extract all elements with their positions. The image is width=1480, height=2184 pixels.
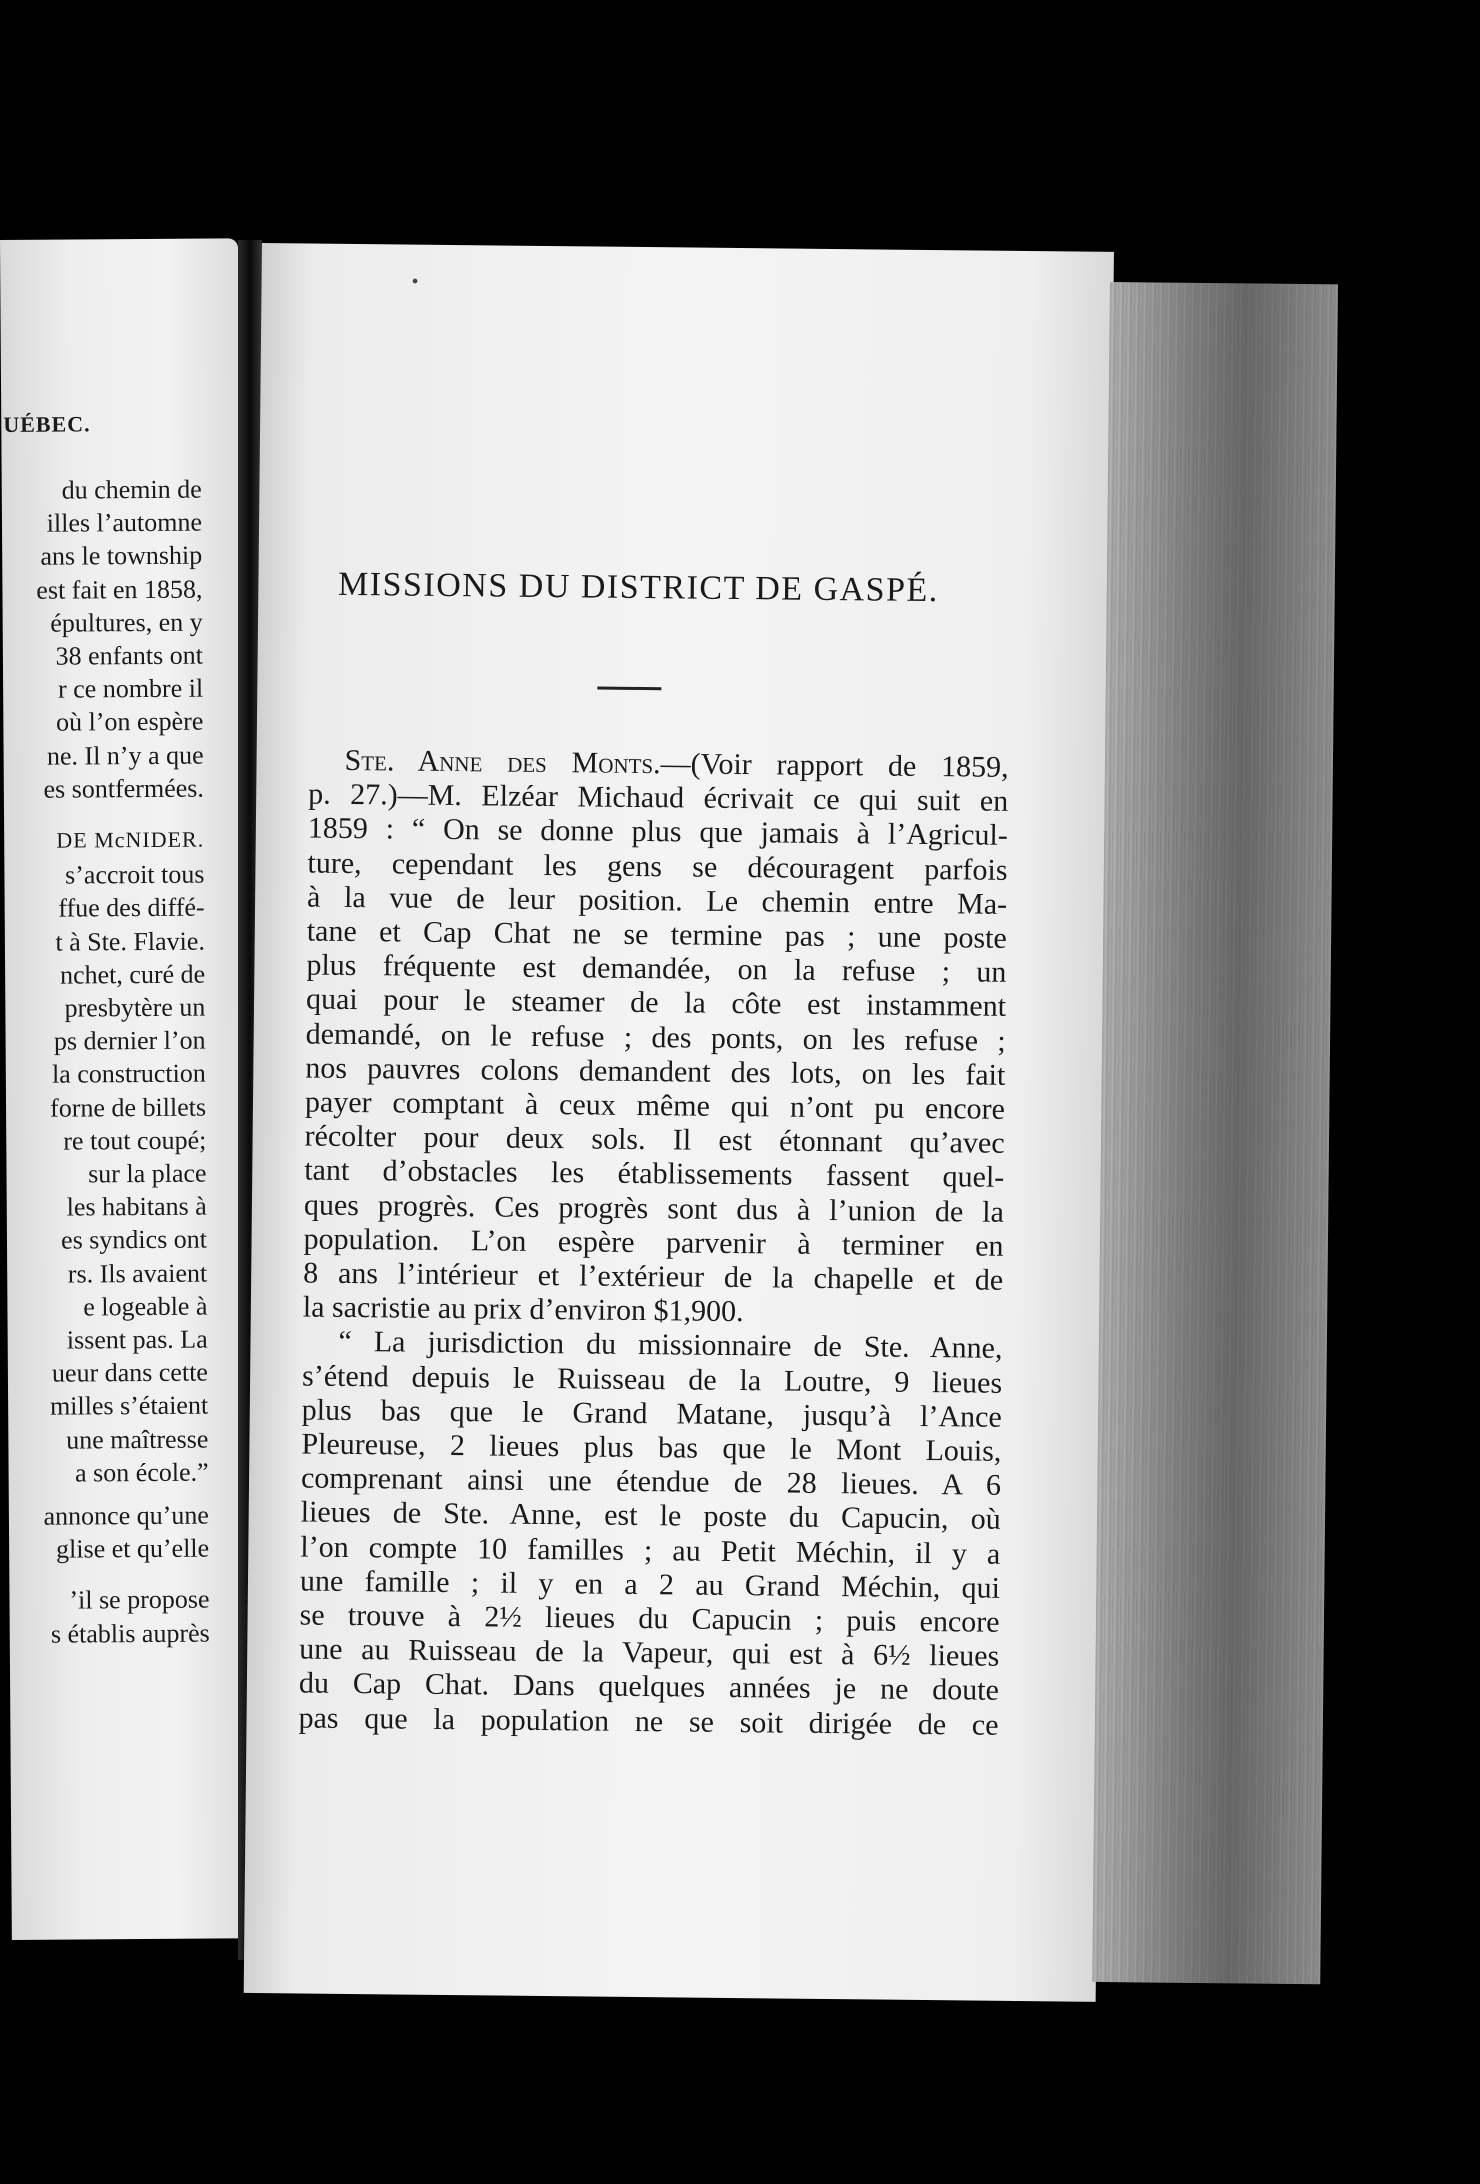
left-text-line: a son école.” [74, 1457, 209, 1488]
body-text-line: 8 ans l’intérieur et l’extérieur de la chapelle et de [303, 1256, 1004, 1297]
body-text-line: demandé, on le refuse ; des ponts, on les refuse ; [305, 1017, 1006, 1058]
body-text-line: plus bas que le Grand Matane, jusqu’à l’Ance [301, 1393, 1002, 1434]
body-text-line: tane et Cap Chat ne se termine pas ; une poste [306, 914, 1007, 955]
left-text-line: ps dernier l’on [53, 1025, 206, 1056]
right-page [244, 243, 1114, 2002]
body-text-line: s’étend depuis le Ruisseau de la Loutre, 9 lieues [301, 1359, 1003, 1400]
left-page [0, 238, 250, 1940]
left-text-line: glise et qu’elle [55, 1533, 210, 1564]
body-text-line: la sacristie au prix d’environ $1,900. [302, 1290, 744, 1329]
body-text-line: nos pauvres colons demandent des lots, on les fait [305, 1051, 1006, 1092]
left-text-line: ans le township [40, 540, 203, 572]
left-text-line: s’accroit tous [64, 859, 205, 890]
left-text-line: DE McNIDER. [56, 826, 205, 853]
left-text-line: s établis auprès [50, 1618, 210, 1649]
body-text-line: lieues de Ste. Anne, est le poste du Capucin, où [300, 1495, 1001, 1537]
left-text-line: illes l’automne [46, 507, 203, 538]
body-text-line: tant d’obstacles les établissements fassent quel- [304, 1153, 1005, 1195]
left-text-line: r ce nombre il [57, 673, 204, 704]
left-text-line: où l’on espère [55, 706, 204, 738]
left-text-line: es sontfermées. [43, 773, 204, 804]
left-text-line: milles s’étaient [49, 1390, 209, 1422]
left-text-line: ffue des diffé- [58, 892, 205, 923]
left-text-line: nchet, curé de [59, 959, 206, 990]
left-text-line: re tout coupé; [63, 1125, 207, 1156]
left-text-line: issent pas. La [66, 1324, 208, 1355]
left-text-line: épultures, en y [50, 607, 203, 638]
page-edges [1092, 282, 1338, 1984]
body-text-line: plus fréquente est demandée, on la refuse ; un [306, 948, 1007, 990]
left-text-line: ueur dans cette [51, 1357, 209, 1388]
left-text-line: est fait en 1858, [36, 574, 203, 605]
body-text-line: du Cap Chat. Dans quelques années je ne doute [298, 1666, 1000, 1708]
body-text-line: 1859 : “ On se donne plus que jamais à l’Agricul- [307, 811, 1009, 853]
left-text-line: annonce qu’une [43, 1500, 210, 1531]
body-text-line: une famille ; il y en a 2 au Grand Méchin, qui [299, 1564, 1001, 1605]
section-heading: Ste. Anne des Monts. [344, 743, 661, 781]
body-text-line: comprenant ainsi une étendue de 28 lieues. A 6 [300, 1461, 1002, 1502]
body-text-line: pas que la population ne se soit dirigée de ce [298, 1701, 999, 1742]
page-mark: • [411, 270, 419, 293]
left-text-line: sur la place [88, 1158, 207, 1189]
left-text-line: une maîtresse [66, 1424, 209, 1455]
body-text-line: à la vue de leur position. Le chemin entre Ma- [306, 880, 1008, 921]
body-text-line: se trouve à 2½ lieues du Capucin ; puis encore [299, 1598, 1000, 1639]
left-text-line: rs. Ils avaient [67, 1258, 208, 1289]
left-text-line: presbytère un [64, 992, 206, 1023]
body-text-line: “ La jurisdiction du missionnaire de Ste. Anne, [338, 1325, 1003, 1366]
body-text-line: population. L’on espère parvenir à terminer en [303, 1222, 1004, 1263]
left-text-line: ne. Il n’y a que [46, 740, 204, 771]
body-text-line: l’on compte 10 familles ; au Petit Méchin, il y a [300, 1530, 1001, 1571]
left-text-line: forne de billets [50, 1092, 207, 1123]
left-text-line: 38 enfants ont [55, 640, 204, 671]
body-text-line: une au Ruisseau de la Vapeur, qui est à 6½ lieues [299, 1632, 1000, 1673]
body-text-line: récolter pour deux sols. Il est étonnant qu’avec [304, 1119, 1005, 1161]
left-text-line: t à Ste. Flavie. [55, 926, 205, 957]
body-text-line: p. 27.)—M. Elzéar Michaud écrivait ce qui suit en [308, 777, 1009, 819]
left-text-line: du chemin de [61, 474, 202, 505]
body-text-line: ture, cependant les gens se découragent parfois [307, 846, 1008, 887]
left-page-header: UÉBEC. [3, 411, 91, 437]
body-text-run: —(Voir rapport de 1859, [660, 747, 1009, 784]
page-title: MISSIONS DU DISTRICT DE GASPÉ. [337, 565, 939, 610]
left-text-line: es syndics ont [60, 1224, 208, 1255]
body-text-line: Pleureuse, 2 lieues plus bas que le Mont Louis, [301, 1427, 1002, 1468]
body-text-line: ques progrès. Ces progrès sont dus à l’union de la [303, 1188, 1005, 1229]
left-page-text [2, 474, 240, 1649]
left-text-line: e logeable à [83, 1291, 208, 1322]
left-text-line: ’il se propose [69, 1584, 210, 1615]
body-text-line: payer comptant à ceux même qui n’ont pu encore [304, 1085, 1006, 1126]
left-text-line: la construction [51, 1058, 206, 1090]
left-text-line: les habitans à [66, 1191, 207, 1222]
right-page-text [298, 743, 1009, 1742]
title-rule [597, 687, 661, 691]
body-text-line: quai pour le steamer de la côte est instamment [305, 982, 1007, 1024]
